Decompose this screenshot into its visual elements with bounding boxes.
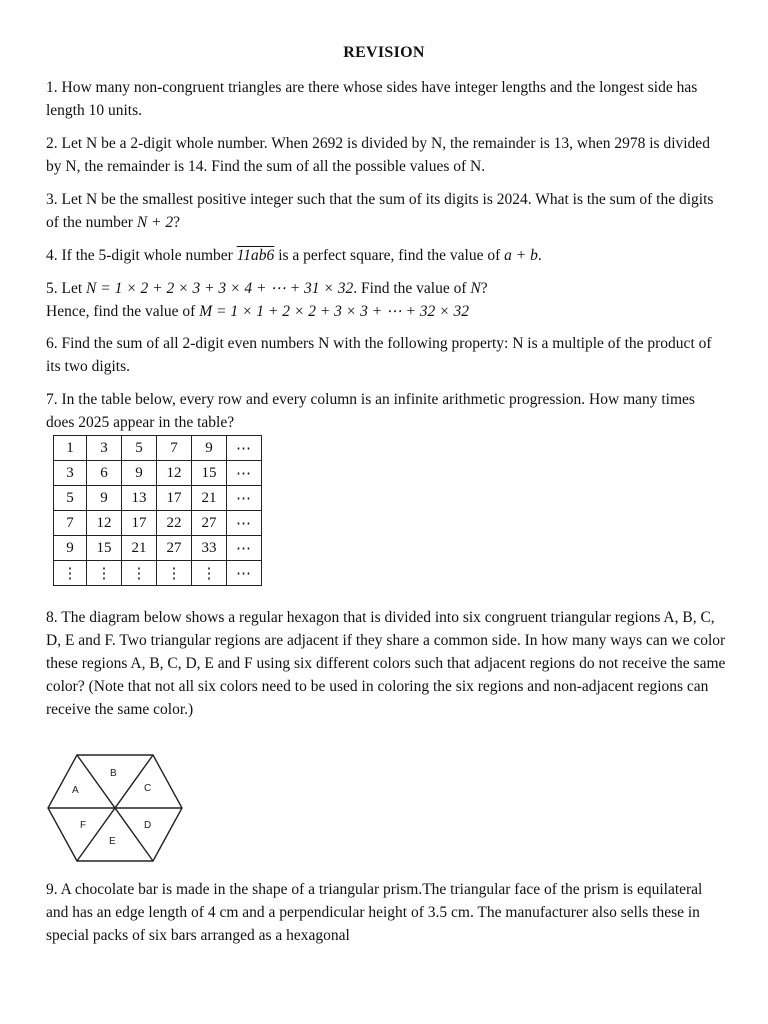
- table-cell: 3: [87, 436, 122, 461]
- question-5-line1-mid: . Find the value of: [353, 280, 471, 297]
- table-row: [54, 461, 262, 486]
- question-1: 1. How many non-congruent triangles are there whose sides have integer lengths and the longest side has length 10 units.: [46, 79, 698, 119]
- table-cell: 6: [87, 461, 122, 486]
- table-cell: 22: [157, 511, 192, 536]
- question-4-text-2: is a perfect square, find the value of: [274, 247, 505, 264]
- question-3: [46, 188, 726, 234]
- region-label-b: B: [110, 768, 117, 779]
- table-row: [54, 536, 262, 561]
- table-cell: ⋯: [227, 511, 262, 536]
- table-cell: 12: [87, 511, 122, 536]
- table-cell: 9: [122, 461, 157, 486]
- question-7: 7. In the table below, every row and every column is an infinite arithmetic progression. How many times does 2025 appear in the table?: [46, 391, 695, 431]
- table-cell: 7: [54, 511, 87, 536]
- table-row: [54, 561, 262, 586]
- table-cell: ⋮: [157, 561, 192, 586]
- question-9: 9. A chocolate bar is made in the shape of a triangular prism.The triangular face of the prism is equilateral and has an edge length of 4 cm and a perpendicular height of 3.5 cm. The manufacturer also sells these in special packs of six bars arranged as a hexagonal: [46, 881, 703, 944]
- question-5: [46, 277, 726, 323]
- table-row: [54, 436, 262, 461]
- question-5-line1-math: N = 1 × 2 + 2 × 3 + 3 × 4 + ⋯ + 31 × 32: [86, 280, 354, 297]
- table-cell: 17: [157, 486, 192, 511]
- question-5-line1-text: 5. Let: [46, 280, 87, 297]
- question-6: 6. Find the sum of all 2-digit even numbers N with the following property: N is a multiple of the product of its two digits.: [46, 335, 712, 375]
- table-cell: 7: [157, 436, 192, 461]
- table-cell: ⋯: [227, 461, 262, 486]
- table-cell: 5: [122, 436, 157, 461]
- region-label-d: D: [144, 820, 152, 831]
- question-3-math: N + 2: [136, 214, 174, 231]
- table-cell: 27: [192, 511, 227, 536]
- table-cell: 13: [122, 486, 157, 511]
- table-cell: 15: [192, 461, 227, 486]
- question-3-end: ?: [173, 214, 181, 231]
- table-cell: 9: [192, 436, 227, 461]
- table-cell: 9: [87, 486, 122, 511]
- table-cell: 5: [54, 486, 87, 511]
- table-cell: 1: [54, 436, 87, 461]
- table-cell: ⋯: [227, 561, 262, 586]
- question-2: 2. Let N be a 2-digit whole number. When 2692 is divided by N, the remainder is 13, when 2978 is divided by N, the remainder is 14. Find the sum of all the possible values of N.: [46, 135, 710, 175]
- table-cell: 33: [192, 536, 227, 561]
- table-cell: ⋯: [227, 436, 262, 461]
- table-cell: 21: [192, 486, 227, 511]
- table-cell: ⋮: [54, 561, 87, 586]
- question-4-number: 11ab6: [236, 247, 275, 264]
- table-cell: 17: [122, 511, 157, 536]
- table-cell: ⋯: [227, 536, 262, 561]
- question-8: 8. The diagram below shows a regular hexagon that is divided into six congruent triangular regions A, B, C, D, E and F. Two triangular regions are adjacent if they share a common side. In how many ways can we color these regions A, B, C, D, E and F using six different colors such that adjacent regions do not receive the same color? (Note that not all six colors need to be used in coloring the six regions and non-adjacent regions can receive the same color.): [46, 609, 726, 718]
- table-cell: ⋯: [227, 486, 262, 511]
- question-5-line1-end: ?: [480, 280, 488, 297]
- region-label-e: E: [109, 836, 116, 847]
- question-4-math: a + b: [504, 247, 538, 264]
- table-cell: 3: [54, 461, 87, 486]
- region-label-c: C: [144, 783, 152, 794]
- question-4: [46, 244, 726, 267]
- hexagon-diagram: [44, 752, 186, 864]
- table-cell: ⋮: [122, 561, 157, 586]
- question-4-end: .: [537, 247, 542, 264]
- page-title: REVISION: [343, 44, 425, 61]
- region-label-f: F: [80, 820, 87, 831]
- question-5-line1-var: N: [470, 280, 481, 297]
- table-cell: 27: [157, 536, 192, 561]
- table-row: [54, 511, 262, 536]
- table-cell: 9: [54, 536, 87, 561]
- table-cell: 15: [87, 536, 122, 561]
- question-5-line2-text: Hence, find the value of: [46, 303, 200, 320]
- progression-table: [53, 435, 262, 586]
- region-label-a: A: [72, 785, 79, 796]
- question-5-line2-math: M = 1 × 1 + 2 × 2 + 3 × 3 + ⋯ + 32 × 32: [199, 303, 470, 320]
- table-row: [54, 486, 262, 511]
- table-cell: ⋮: [192, 561, 227, 586]
- table-cell: 12: [157, 461, 192, 486]
- question-3-text: 3. Let N be the smallest positive integer such that the sum of its digits is 2024. What is the sum of the digits of the number: [46, 191, 714, 231]
- table-cell: ⋮: [87, 561, 122, 586]
- question-4-text: 4. If the 5-digit whole number: [46, 247, 237, 264]
- table-cell: 21: [122, 536, 157, 561]
